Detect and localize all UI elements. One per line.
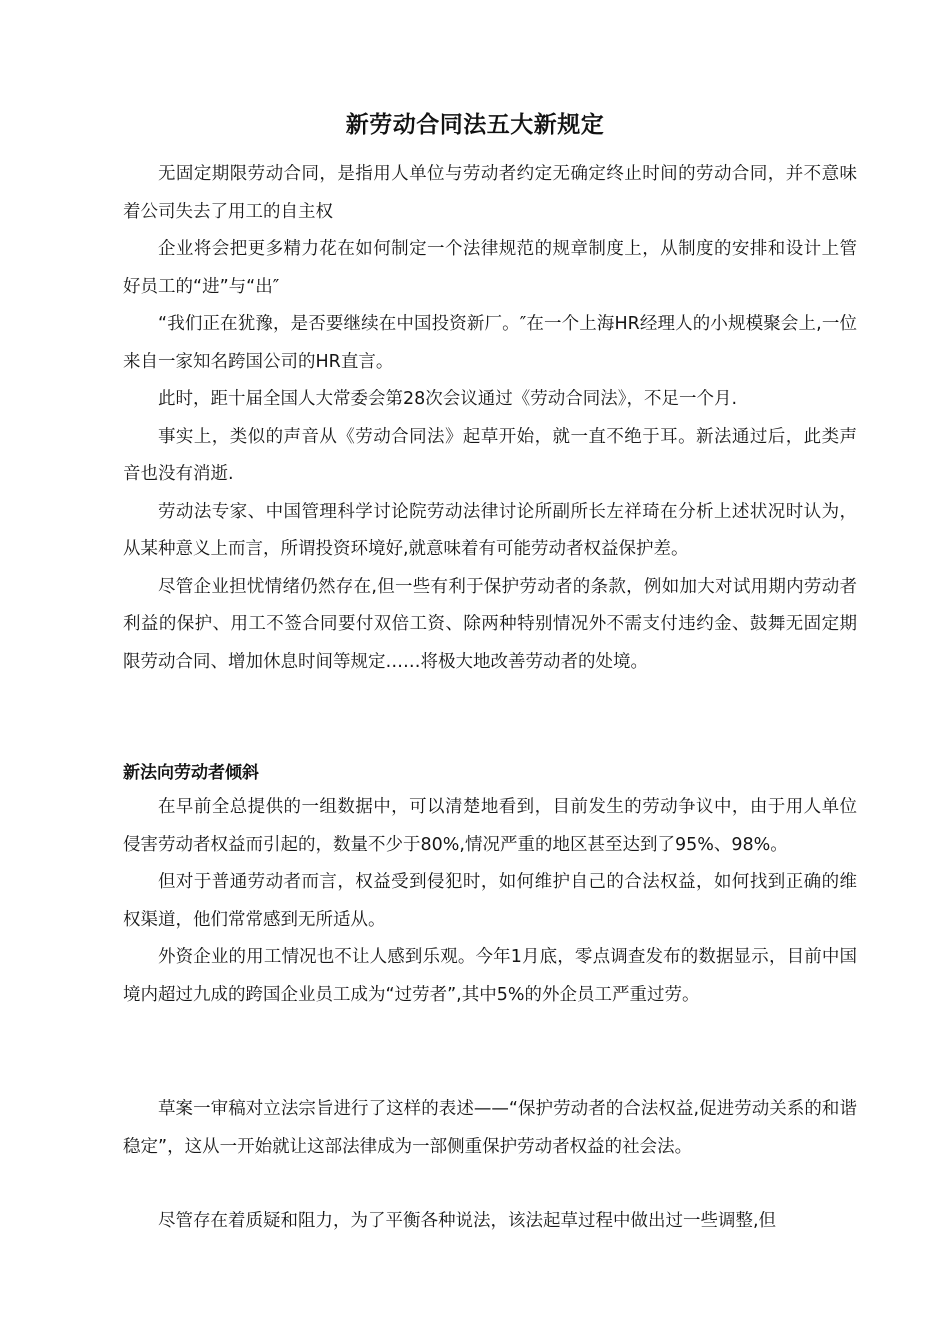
paragraph-1: 无固定期限劳动合同，是指用人单位与劳动者约定无确定终止时间的劳动合同，并不意味着公司失去了用工的自主权 bbox=[123, 164, 857, 222]
section-body-part-1 bbox=[123, 789, 857, 1014]
document-title: 新劳动合同法五大新规定 bbox=[345, 112, 605, 138]
section-paragraph-5: 尽管存在着质疑和阻力，为了平衡各种说法，该法起草过程中做出过一些调整,但 bbox=[158, 1211, 777, 1231]
paragraph-2: 企业将会把更多精力花在如何制定一个法律规范的规章制度上，从制度的安排和设计上管好员工的“进”与“出″ bbox=[123, 239, 857, 297]
section-paragraph-3: 外资企业的用工情况也不让人感到乐观。今年1月底，零点调查发布的数据显示，目前中国境内超过九成的跨国企业员工成为“过劳者”,其中5%的外企员工严重过劳。 bbox=[123, 947, 857, 1005]
paragraph-7: 尽管企业担忧情绪仍然存在,但一些有利于保护劳动者的条款，例如加大对试用期内劳动者利益的保护、用工不签合同要付双倍工资、除两种特别情况外不需支付违约金、鼓舞无固定期限劳动合同、增加休息时间等规定……将极大地改善劳动者的处境。 bbox=[123, 576, 857, 672]
paragraph-6: 劳动法专家、中国管理科学讨论院劳动法律讨论所副所长左祥琦在分析上述状况时认为，从某种意义上而言，所谓投资环境好,就意味着有可能劳动者权益保护差。 bbox=[123, 501, 857, 559]
section-paragraph-4: 草案一审稿对立法宗旨进行了这样的表述——“保护劳动者的合法权益,促进劳动关系的和谐稳定”，这从一开始就让这部法律成为一部侧重保护劳动者权益的社会法。 bbox=[123, 1099, 857, 1157]
paragraph-4: 此时，距十届全国人大常委会第28次会议通过《劳动合同法》，不足一个月. bbox=[158, 389, 738, 409]
section-body-part-2 bbox=[123, 1091, 857, 1166]
intro-section bbox=[123, 156, 857, 681]
section-body-part-3 bbox=[123, 1203, 857, 1241]
section-paragraph-2: 但对于普通劳动者而言，权益受到侵犯时，如何维护自己的合法权益，如何找到正确的维权渠道，他们常常感到无所适从。 bbox=[123, 872, 857, 930]
paragraph-5: 事实上，类似的声音从《劳动合同法》起草开始，就一直不绝于耳。新法通过后，此类声音也没有消逝. bbox=[123, 426, 857, 484]
section-heading: 新法向劳动者倾斜 bbox=[123, 763, 259, 783]
section-paragraph-1: 在早前全总提供的一组数据中，可以清楚地看到，目前发生的劳动争议中，由于用人单位侵害劳动者权益而引起的，数量不少于80%,情况严重的地区甚至达到了95%、98%。 bbox=[123, 797, 857, 855]
paragraph-3: “我们正在犹豫，是否要继续在中国投资新厂。″在一个上海HR经理人的小规模聚会上,一位来自一家知名跨国公司的HR直言。 bbox=[123, 314, 857, 372]
